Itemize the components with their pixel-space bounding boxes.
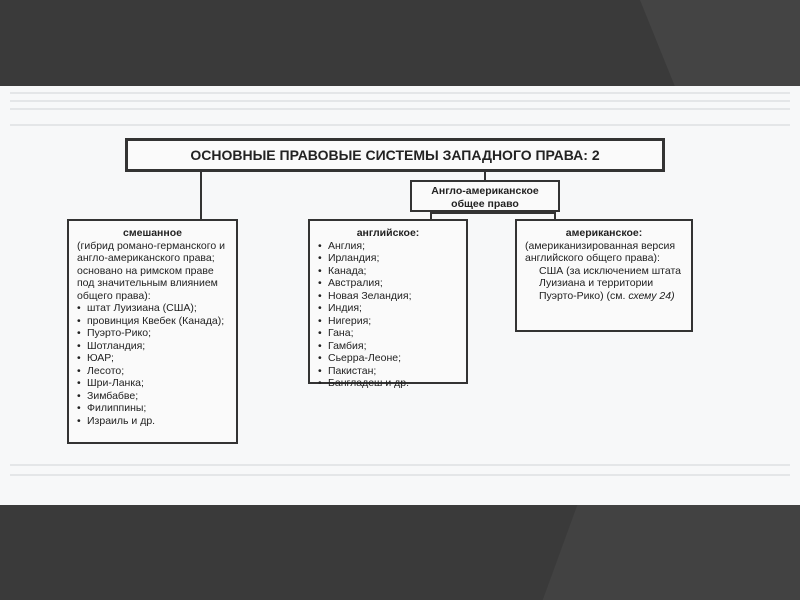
connector xyxy=(430,212,432,219)
title-box xyxy=(125,138,665,172)
list-item: • Шри-Ланка; xyxy=(77,377,228,390)
scanned-diagram xyxy=(0,86,800,505)
list-item: • Новая Зеландия; xyxy=(318,290,458,303)
american-system-box xyxy=(515,219,693,332)
list-item: • Зимбабве; xyxy=(77,390,228,403)
list-item: • Филиппины; xyxy=(77,402,228,415)
list-item: • Сьерра-Леоне; xyxy=(318,352,458,365)
mixed-description: (гибрид романо-германского и англо-американского права; основано на римском праве под значительным влиянием общего права): xyxy=(77,239,225,302)
background-stripe xyxy=(543,505,800,600)
connector xyxy=(554,212,556,219)
english-list xyxy=(318,240,458,390)
american-text: США (за исключением штата Луизиана и территории Пуэрто-Рико) (см. xyxy=(539,264,681,302)
anglo-american-box xyxy=(410,180,560,212)
list-item: • провинция Квебек (Канада); xyxy=(77,315,228,328)
list-item: • Пакистан; xyxy=(318,365,458,378)
scheme-reference: схему 24) xyxy=(628,289,675,302)
mixed-system-box xyxy=(67,219,238,444)
list-item: • Гамбия; xyxy=(318,340,458,353)
list-item: • Австралия; xyxy=(318,277,458,290)
list-item: • Нигерия; xyxy=(318,315,458,328)
english-system-box xyxy=(308,219,468,389)
list-item: • ЮАР; xyxy=(77,352,228,365)
anglo-american-label: Англо-американское общее право xyxy=(431,185,539,210)
list-item: • Англия; xyxy=(318,240,458,253)
list-item: • Ирландия; xyxy=(318,252,458,265)
list-item: • Канада; xyxy=(318,265,458,278)
list-item: • Шотландия; xyxy=(77,340,228,353)
list-item: • Бангладеш и др. xyxy=(318,377,458,390)
mixed-heading: смешанное xyxy=(123,227,182,239)
american-description: (американизированная версия английского общего права): xyxy=(525,239,676,264)
background-stripe xyxy=(640,0,800,86)
list-item: • штат Луизиана (США); xyxy=(77,302,228,315)
connector xyxy=(200,172,202,219)
list-item: • Лесото; xyxy=(77,365,228,378)
list-item: • Пуэрто-Рико; xyxy=(77,327,228,340)
connector xyxy=(430,212,556,214)
diagram-title: ОСНОВНЫЕ ПРАВОВЫЕ СИСТЕМЫ ЗАПАДНОГО ПРАВА: 2 xyxy=(190,147,600,163)
american-heading: американское: xyxy=(565,227,643,239)
english-heading: английское: xyxy=(356,227,420,239)
list-item: • Индия; xyxy=(318,302,458,315)
list-item: • Гана; xyxy=(318,327,458,340)
connector xyxy=(484,172,486,180)
mixed-list xyxy=(77,302,228,427)
list-item: • Израиль и др. xyxy=(77,415,228,428)
